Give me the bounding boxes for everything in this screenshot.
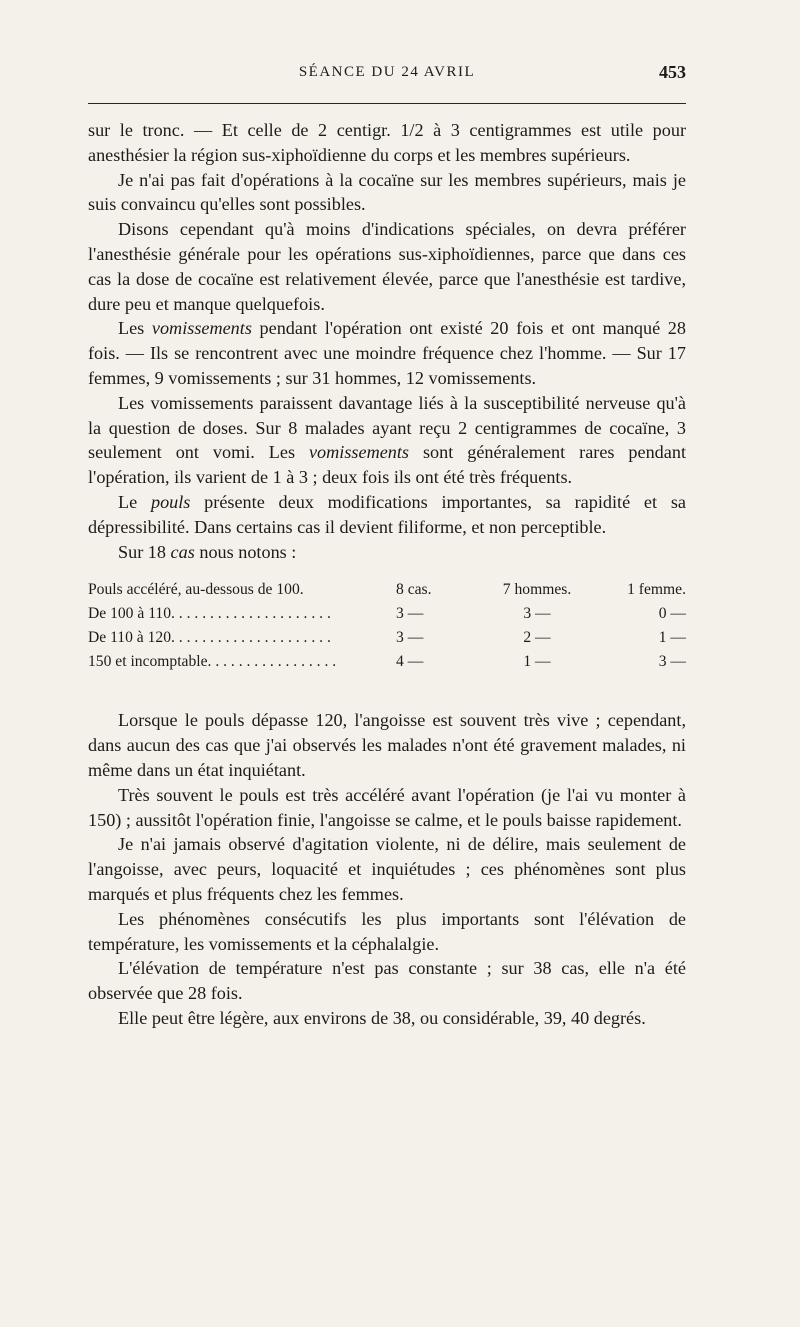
table-row (88, 650, 686, 674)
text-run: Lorsque le pouls dépasse 120, l'angoisse est souvent très vive ; cependant, dans aucun des cas que j'ai observés les malades n'ont été gravement malades, ni même dans un état inquiétant. (88, 710, 686, 780)
paragraph (88, 316, 686, 390)
text-run: Les phénomènes consécutifs les plus importants sont l'élévation de température, les vomissements et la céphalalgie. (88, 908, 686, 954)
header-rule (88, 103, 686, 104)
paragraph (88, 1006, 686, 1031)
cas-count: 4 — (396, 653, 424, 671)
text-run: Très souvent le pouls est très accéléré avant l'opération (je l'ai vu monter à 150) ; aussitôt l'opération finie, l'angoisse se calme, et le pouls baisse rapidement. (88, 784, 686, 830)
text-run: Les (118, 318, 152, 339)
paragraph (88, 708, 686, 782)
hommes-count: 7 hommes. (502, 581, 572, 599)
row-label: Pouls accéléré, au-dessous de 100. (88, 581, 304, 599)
text-run: Je n'ai jamais observé d'agitation violente, ni de délire, mais seulement de l'angoisse, avec peurs, loquacité et inquiétudes ; ces phénomènes sont plus marqués et plus fréquents chez les femmes. (88, 834, 686, 904)
paragraphs-bottom (88, 708, 686, 1030)
paragraph (88, 217, 686, 316)
paragraph (88, 832, 686, 906)
paragraph (88, 540, 686, 565)
text-run: sur le tronc. — Et celle de 2 centigr. 1/2 à 3 centigrammes est utile pour anesthésier la région sus-xiphoïdienne du corps et les membres supérieurs. (88, 120, 686, 165)
text-run: pendant l'opération ont existé 20 fois et ont manqué 28 fois. — Ils se rencontrent avec une moindre fréquence chez l'homme. — Sur 17 femmes, 9 vomissements ; sur 31 hommes, 12 vomissements. (88, 318, 686, 388)
femmes-count: 1 femme. (627, 581, 686, 599)
cas-count: 8 cas. (396, 581, 432, 599)
paragraph (88, 490, 686, 540)
text-run: nous notons : (194, 541, 297, 562)
hommes-count: 1 — (523, 653, 551, 671)
text-run: L'élévation de température n'est pas constante ; sur 38 cas, elle n'a été observée que 28 fois. (88, 958, 686, 1004)
pulse-table (88, 578, 686, 674)
text-run: Sur 18 (118, 541, 171, 562)
paragraph (88, 783, 686, 833)
row-label: De 100 à 110. . . . . . . . . . . . . . . . . . . . . (88, 605, 331, 623)
text-run: Elle peut être légère, aux environs de 38, ou considérable, 39, 40 degrés. (118, 1007, 646, 1028)
italic-term: vomissements (151, 318, 252, 339)
femmes-count: 1 — (658, 629, 686, 647)
italic-term: cas (170, 541, 195, 562)
italic-term: vomissements (308, 442, 409, 463)
paragraph (88, 907, 686, 957)
paragraphs-top (88, 118, 686, 564)
text-run: Les vomissements paraissent davantage liés à la susceptibilité nerveuse qu'à la question de doses. Sur 8 malades ayant reçu 2 centigrammes de cocaïne, 3 seulement ont vomi. Les (88, 392, 686, 463)
italic-term: pouls (150, 491, 191, 512)
text-run: Le (118, 491, 151, 512)
body-text (88, 118, 686, 1031)
hommes-count: 3 — (523, 605, 551, 623)
text-run: présente deux modifications importantes, sa rapidité et sa dépressibilité. Dans certains cas il devient filiforme, et non perceptible. (88, 491, 686, 537)
femmes-count: 3 — (658, 653, 686, 671)
paragraph (88, 956, 686, 1006)
paragraph (88, 118, 686, 168)
page-number: 453 (659, 62, 686, 82)
text-run: sont généralement rares pendant l'opération, ils varient de 1 à 3 ; deux fois ils ont été très fréquents. (88, 442, 686, 488)
row-label: De 110 à 120. . . . . . . . . . . . . . . . . . . . . (88, 629, 331, 647)
cas-count: 3 — (396, 629, 424, 647)
table-row (88, 578, 686, 602)
table-row (88, 602, 686, 626)
text-run: Je n'ai pas fait d'opérations à la cocaïne sur les membres supérieurs, mais je suis convaincu qu'elles sont possibles. (88, 169, 686, 215)
row-label: 150 et incomptable. . . . . . . . . . . . . . . . . (88, 653, 337, 671)
paragraph (88, 391, 686, 490)
hommes-count: 2 — (523, 629, 551, 647)
paragraph (88, 168, 686, 218)
text-run: Disons cependant qu'à moins d'indications spéciales, on devra préférer l'anesthésie générale pour les opérations sus-xiphoïdiennes, parce que dans ces cas la dose de cocaïne est relativement élevée, parce que l'anesthésie est tardive, dure peu et manque quelquefois. (88, 219, 686, 314)
table-row (88, 626, 686, 650)
cas-count: 3 — (396, 605, 424, 623)
femmes-count: 0 — (658, 605, 686, 623)
running-head (88, 62, 686, 92)
running-title: SÉANCE DU 24 AVRIL (298, 64, 476, 80)
